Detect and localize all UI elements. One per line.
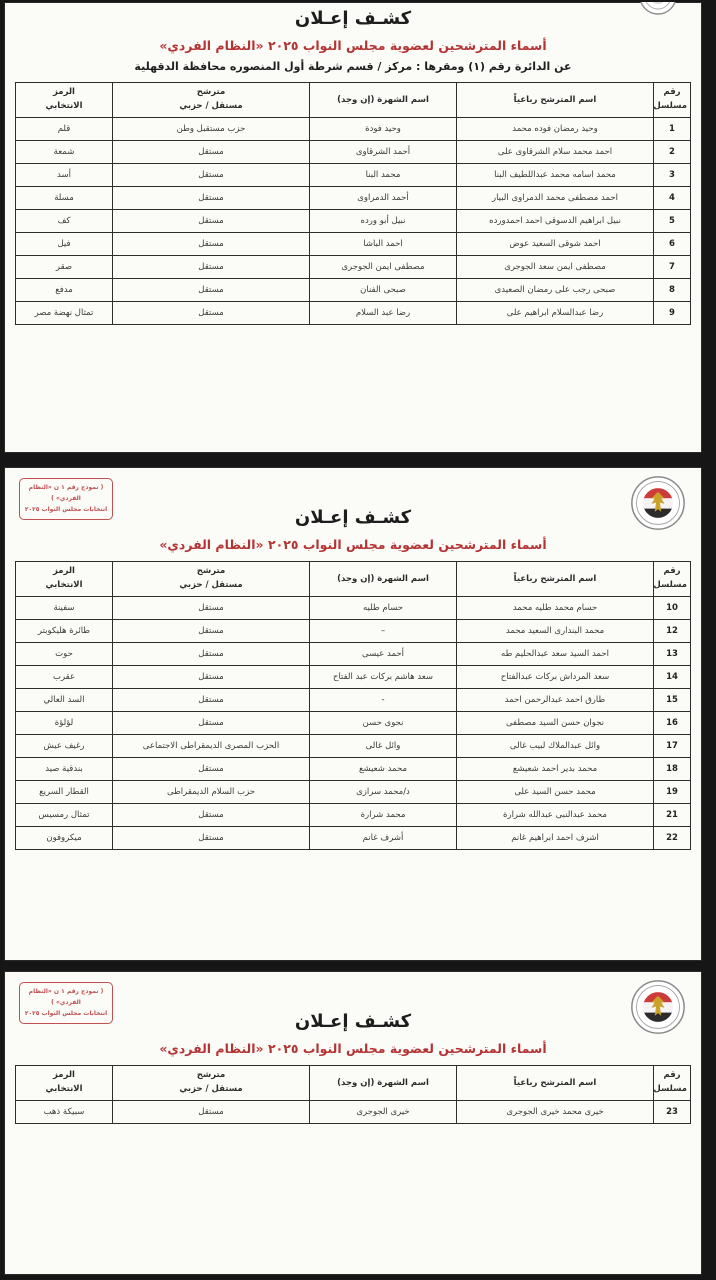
table-header-row [16, 1066, 691, 1101]
cell-no: 2 [654, 141, 691, 164]
cell-party: مستقل [113, 712, 310, 735]
header-party-line1: مترشح [196, 566, 226, 577]
cell-name: طارق احمد عبدالرحمن احمد [457, 689, 654, 712]
cell-symbol: عقرب [16, 666, 113, 689]
cell-symbol: حوت [16, 643, 113, 666]
cell-name: احمد محمد سلام الشرقاوى على [457, 141, 654, 164]
cell-name: محمد عبدالنبى عبدالله شرارة [457, 804, 654, 827]
header-party-line2: مستقل / حزبي [179, 101, 243, 111]
cell-party: حزب السلام الديمقراطى [113, 781, 310, 804]
cell-party: مستقل [113, 141, 310, 164]
cell-symbol: سبيكة ذهب [16, 1101, 113, 1124]
table-row [16, 620, 691, 643]
header-serial-line1: رقم [663, 566, 681, 577]
cell-name: احمد شوقى السعيد عوض [457, 233, 654, 256]
cell-no: 4 [654, 187, 691, 210]
cell-name: سعد المرداش بركات عبدالفتاح [457, 666, 654, 689]
cell-symbol: قلم [16, 118, 113, 141]
cell-symbol: القطار السريع [16, 781, 113, 804]
cell-no: 18 [654, 758, 691, 781]
cell-no: 5 [654, 210, 691, 233]
cell-name: نبيل ابراهيم الدسوقى احمد احمدورده [457, 210, 654, 233]
header-party-line1: مترشح [196, 1070, 226, 1081]
cell-alias: محمد البنا [310, 164, 457, 187]
header-serial-line2: مسلسل [653, 101, 687, 111]
header-symbol-line2: الانتخابي [45, 1084, 83, 1094]
cell-name: احمد مصطفى محمد الدمراوى البيار [457, 187, 654, 210]
cell-no: 1 [654, 118, 691, 141]
header-alias: اسم الشهرة (إن وجد) [310, 562, 457, 597]
header-symbol [16, 562, 113, 597]
table-row [16, 804, 691, 827]
page-subtitle: أسماء المترشحين لعضوية مجلس النواب ٢٠٢٥ «النظام الفردي» [159, 537, 547, 552]
header-symbol [16, 1066, 113, 1101]
cell-symbol: فيل [16, 233, 113, 256]
cell-party: مستقل [113, 689, 310, 712]
cell-party: مستقل [113, 164, 310, 187]
header-party [113, 562, 310, 597]
cell-name: خيرى محمد خيرى الجوجرى [457, 1101, 654, 1124]
header-alias: اسم الشهرة (إن وجد) [310, 83, 457, 118]
cell-alias: خيرى الجوجرى [310, 1101, 457, 1124]
header-symbol-line2: الانتخابي [45, 580, 83, 590]
header-party-line2: مستقل / حزبي [179, 580, 243, 590]
table-row [16, 689, 691, 712]
cell-alias: أحمد الدمراوى [310, 187, 457, 210]
stamp-line1: ( نموذج رقم ١ ن «النظام الفردي» ) [28, 484, 104, 502]
table-row [16, 256, 691, 279]
cell-alias: وائل غالى [310, 735, 457, 758]
stamp-line1: ( نموذج رقم ١ ن «النظام الفردي» ) [28, 988, 104, 1006]
election-authority-emblem-icon [630, 979, 686, 1035]
cell-alias: مصطفى ايمن الجوجرى [310, 256, 457, 279]
page-title: كشـف إعـلان [294, 8, 412, 29]
cell-symbol: لؤلؤة [16, 712, 113, 735]
cell-name: حسام محمد طليه محمد [457, 597, 654, 620]
cell-no: 8 [654, 279, 691, 302]
cell-party: حزب مستقبل وطن [113, 118, 310, 141]
header-party [113, 1066, 310, 1101]
header-serial-line1: رقم [663, 87, 681, 98]
table-row [16, 210, 691, 233]
cell-name: محمد حسن السيد على [457, 781, 654, 804]
cell-alias: محمد شرارة [310, 804, 457, 827]
cell-name: محمد البندارى السعيد محمد [457, 620, 654, 643]
cell-no: 15 [654, 689, 691, 712]
table-header-row [16, 83, 691, 118]
header-serial-line2: مسلسل [653, 1084, 687, 1094]
cell-no: 9 [654, 302, 691, 325]
cell-symbol: شمعة [16, 141, 113, 164]
form-number-stamp [19, 982, 113, 1024]
table-row [16, 712, 691, 735]
cell-no: 3 [654, 164, 691, 187]
cell-symbol: رغيف عيش [16, 735, 113, 758]
cell-alias: محمد شعيشع [310, 758, 457, 781]
cell-alias: صبحى الفنان [310, 279, 457, 302]
header-party-line2: مستقل / حزبي [179, 1084, 243, 1094]
table-row [16, 233, 691, 256]
candidates-table-page3 [15, 1065, 691, 1124]
header-candidate-name: اسم المترشح رباعياً [457, 562, 654, 597]
cell-name: رضا عبدالسلام ابراهيم على [457, 302, 654, 325]
cell-name: اشرف احمد ابراهيم غانم [457, 827, 654, 850]
table-row [16, 164, 691, 187]
cell-no: 16 [654, 712, 691, 735]
table-header-row [16, 562, 691, 597]
cell-symbol: تمثال نهضة مصر [16, 302, 113, 325]
form-number-stamp [19, 478, 113, 520]
table-row [16, 118, 691, 141]
cell-party: مستقل [113, 758, 310, 781]
cell-party: مستقل [113, 827, 310, 850]
cell-name: احمد السيد سعد عبدالحليم طه [457, 643, 654, 666]
header-serial [654, 1066, 691, 1101]
table-row [16, 735, 691, 758]
page-3 [4, 971, 702, 1275]
cell-party: مستقل [113, 187, 310, 210]
cell-name: نجوان حسن السيد مصطفى [457, 712, 654, 735]
page-title: كشـف إعـلان [294, 507, 412, 528]
cell-alias: وحيد فودة [310, 118, 457, 141]
cell-party: مستقل [113, 643, 310, 666]
table-row [16, 141, 691, 164]
cell-party: مستقل [113, 804, 310, 827]
cell-symbol: أسد [16, 164, 113, 187]
page-2 [4, 467, 702, 961]
cell-no: 13 [654, 643, 691, 666]
cell-symbol: تمثال رمسيس [16, 804, 113, 827]
header-candidate-name: اسم المترشح رباعياً [457, 83, 654, 118]
candidates-table-page2 [15, 561, 691, 850]
table-row [16, 758, 691, 781]
table-row [16, 1101, 691, 1124]
cell-symbol: ميكروفون [16, 827, 113, 850]
header-candidate-name: اسم المترشح رباعياً [457, 1066, 654, 1101]
cell-symbol: طائرة هليكوبتر [16, 620, 113, 643]
table-row [16, 597, 691, 620]
election-authority-emblem-icon [630, 475, 686, 531]
header-symbol-line2: الانتخابي [45, 101, 83, 111]
header-alias: اسم الشهرة (إن وجد) [310, 1066, 457, 1101]
cell-alias: – [310, 620, 457, 643]
cell-name: محمد اسامه محمد عبداللطيف البنا [457, 164, 654, 187]
cell-no: 17 [654, 735, 691, 758]
candidates-table-page1 [15, 82, 691, 325]
cell-name: صبحى رجب على رمضان الصعيدى [457, 279, 654, 302]
cell-no: 12 [654, 620, 691, 643]
cell-alias: نبيل أبو ورده [310, 210, 457, 233]
cell-no: 7 [654, 256, 691, 279]
cell-no: 22 [654, 827, 691, 850]
table-row [16, 279, 691, 302]
table-row [16, 643, 691, 666]
cell-party: الحزب المصرى الديمقراطى الاجتماعى [113, 735, 310, 758]
page-1 [4, 2, 702, 453]
table-row [16, 187, 691, 210]
cell-party: مستقل [113, 597, 310, 620]
cell-alias: احمد الباشا [310, 233, 457, 256]
header-party-line1: مترشح [196, 87, 226, 98]
cell-symbol: مدفع [16, 279, 113, 302]
page-subtitle: أسماء المترشحين لعضوية مجلس النواب ٢٠٢٥ «النظام الفردي» [159, 38, 547, 53]
cell-alias: نجوى حسن [310, 712, 457, 735]
header-party [113, 83, 310, 118]
cell-symbol: كف [16, 210, 113, 233]
cell-alias: حسام طليه [310, 597, 457, 620]
cell-no: 19 [654, 781, 691, 804]
cell-party: مستقل [113, 210, 310, 233]
cell-party: مستقل [113, 233, 310, 256]
cell-party: مستقل [113, 620, 310, 643]
page-subtitle: أسماء المترشحين لعضوية مجلس النواب ٢٠٢٥ «النظام الفردي» [159, 1041, 547, 1056]
cell-name: محمد بدير احمد شعيشع [457, 758, 654, 781]
cell-alias: أحمد الشرقاوى [310, 141, 457, 164]
cell-name: مصطفى ايمن سعد الجوجرى [457, 256, 654, 279]
stamp-line2: انتخابات مجلس النواب ٢٠٢٥ [24, 1009, 108, 1017]
cell-alias: - [310, 689, 457, 712]
cell-name: وحيد رمضان فوده محمد [457, 118, 654, 141]
cell-symbol: مسلة [16, 187, 113, 210]
cell-symbol: سفينة [16, 597, 113, 620]
stamp-line2: انتخابات مجلس النواب ٢٠٢٥ [24, 505, 108, 513]
cell-symbol: السد العالي [16, 689, 113, 712]
cell-alias: د/محمد سرازى [310, 781, 457, 804]
cell-symbol: صقر [16, 256, 113, 279]
cell-no: 23 [654, 1101, 691, 1124]
page-title: كشـف إعـلان [294, 1011, 412, 1032]
header-symbol-line1: الرمز [53, 87, 75, 98]
header-symbol-line1: الرمز [53, 1070, 75, 1081]
cell-no: 14 [654, 666, 691, 689]
header-serial [654, 83, 691, 118]
table-row [16, 666, 691, 689]
header-serial-line1: رقم [663, 1070, 681, 1081]
cell-party: مستقل [113, 279, 310, 302]
cell-alias: سعد هاشم بركات عبد الفتاح [310, 666, 457, 689]
cell-alias: أحمد عيسى [310, 643, 457, 666]
cell-party: مستقل [113, 666, 310, 689]
cell-alias: أشرف غانم [310, 827, 457, 850]
cell-symbol: بندقية صيد [16, 758, 113, 781]
cell-name: وائل عبدالملاك لبيب غالى [457, 735, 654, 758]
cell-no: 21 [654, 804, 691, 827]
header-serial [654, 562, 691, 597]
cell-party: مستقل [113, 302, 310, 325]
cell-no: 10 [654, 597, 691, 620]
election-authority-emblem-partial-icon [638, 2, 678, 16]
table-row [16, 827, 691, 850]
cell-alias: رضا عبد السلام [310, 302, 457, 325]
header-symbol-line1: الرمز [53, 566, 75, 577]
cell-no: 6 [654, 233, 691, 256]
cell-party: مستقل [113, 256, 310, 279]
table-row [16, 302, 691, 325]
cell-party: مستقل [113, 1101, 310, 1124]
district-line: عن الدائرة رقم (١) ومقرها : مركز / قسم شرطة أول المنصوره محافظة الدقهلية [134, 60, 572, 73]
header-symbol [16, 83, 113, 118]
header-serial-line2: مسلسل [653, 580, 687, 590]
table-row [16, 781, 691, 804]
